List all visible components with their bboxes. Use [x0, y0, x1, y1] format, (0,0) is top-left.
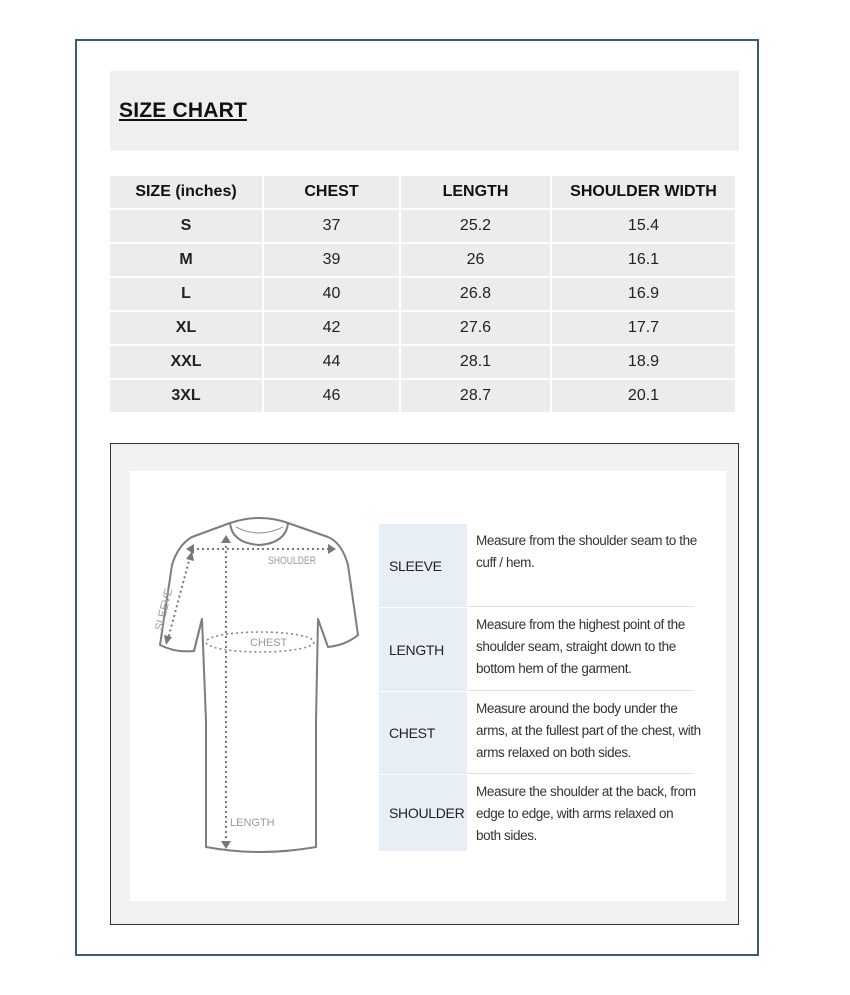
guide-row-shoulder — [379, 775, 694, 851]
cell-length: 26 — [401, 244, 550, 276]
guide-term: SLEEVE — [379, 524, 467, 607]
guide-description: Measure the shoulder at the back, from edge to edge, with arms relaxed on both sides. — [476, 784, 696, 843]
header-size: SIZE (inches) — [110, 176, 262, 208]
header-length: LENGTH — [401, 176, 550, 208]
chest-label: CHEST — [250, 637, 288, 649]
cell-size: M — [110, 244, 262, 276]
measurement-diagram-box — [110, 443, 739, 925]
row-divider — [467, 606, 694, 607]
cell-chest: 46 — [264, 380, 399, 412]
header-chest: CHEST — [264, 176, 399, 208]
cell-size: 3XL — [110, 380, 262, 412]
table-row — [110, 244, 735, 276]
cell-size: XL — [110, 312, 262, 344]
cell-length: 27.6 — [401, 312, 550, 344]
guide-row-chest — [379, 692, 701, 774]
guide-row-length — [379, 608, 694, 691]
cell-chest: 37 — [264, 210, 399, 242]
cell-size: XXL — [110, 346, 262, 378]
table-row — [110, 312, 735, 344]
guide-term: SHOULDER — [379, 775, 467, 851]
measurement-diagram-panel — [130, 471, 726, 901]
size-table — [108, 174, 737, 414]
row-divider — [467, 690, 694, 691]
guide-description: Measure around the body under the arms, at the fullest part of the chest, with arms relaxed on both sides. — [476, 701, 701, 760]
cell-length: 26.8 — [401, 278, 550, 310]
header-shoulder-width: SHOULDER WIDTH — [552, 176, 735, 208]
cell-shoulder: 16.1 — [552, 244, 735, 276]
cell-shoulder: 18.9 — [552, 346, 735, 378]
sleeve-label: SLEEVE — [153, 587, 176, 632]
cell-shoulder: 17.7 — [552, 312, 735, 344]
cell-length: 28.1 — [401, 346, 550, 378]
table-row — [110, 380, 735, 412]
cell-shoulder: 15.4 — [552, 210, 735, 242]
title-band — [110, 71, 739, 151]
shoulder-label: SHOULDER — [268, 555, 317, 567]
cell-chest: 39 — [264, 244, 399, 276]
cell-size: L — [110, 278, 262, 310]
cell-chest: 42 — [264, 312, 399, 344]
cell-shoulder: 20.1 — [552, 380, 735, 412]
tshirt-outline-icon — [152, 511, 364, 863]
cell-size: S — [110, 210, 262, 242]
guide-description: Measure from the shoulder seam to the cuff / hem. — [476, 533, 697, 570]
cell-length: 28.7 — [401, 380, 550, 412]
page-title: SIZE CHART — [119, 99, 247, 122]
table-row — [110, 210, 735, 242]
cell-chest: 40 — [264, 278, 399, 310]
row-divider — [467, 773, 694, 774]
guide-term: CHEST — [379, 692, 467, 774]
length-label: LENGTH — [230, 817, 275, 829]
table-row — [110, 278, 735, 310]
cell-chest: 44 — [264, 346, 399, 378]
table-header-row — [110, 176, 735, 208]
table-row — [110, 346, 735, 378]
guide-row-sleeve — [379, 524, 697, 607]
guide-description: Measure from the highest point of the shoulder seam, straight down to the bottom hem of the garment. — [476, 617, 685, 676]
cell-length: 25.2 — [401, 210, 550, 242]
cell-shoulder: 16.9 — [552, 278, 735, 310]
guide-term: LENGTH — [379, 608, 467, 691]
